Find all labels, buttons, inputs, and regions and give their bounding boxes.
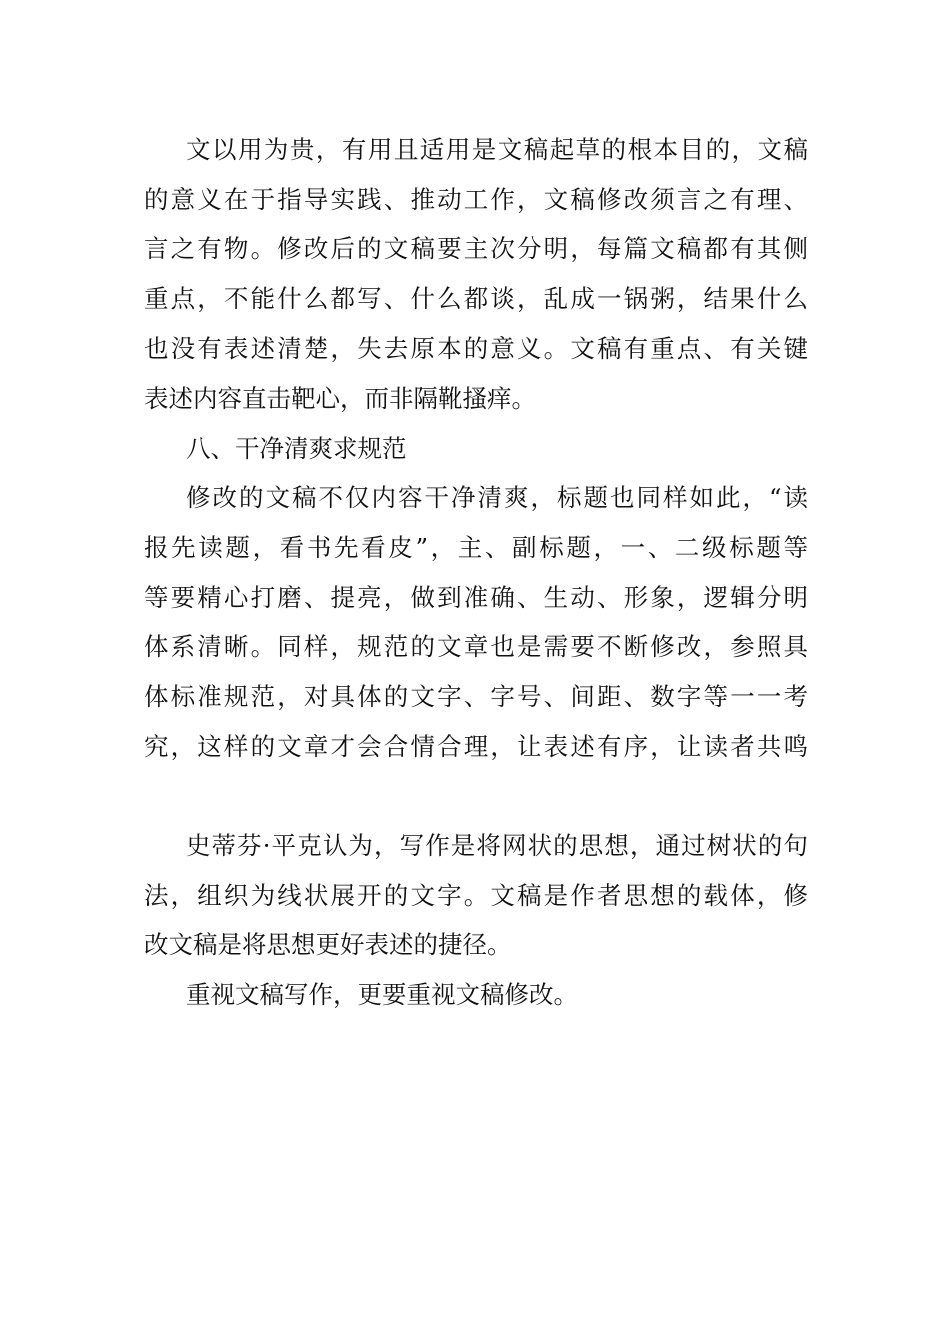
paragraph-2-line-4: 体系清晰。同样，规范的文章也是需要不断修改，参照具	[144, 632, 808, 661]
paragraph-1-line-1: 文以用为贵，有用且适用是文稿起草的根本目的，文稿	[186, 135, 808, 164]
paragraph-2-line-5: 体标准规范，对具体的文字、字号、间距、数字等一一考	[144, 682, 808, 711]
paragraph-1-line-4: 重点，不能什么都写、什么都谈，乱成一锅粥，结果什么	[144, 284, 808, 313]
paragraph-2-line-2: 报先读题，看书先看皮”，主、副标题，一、二级标题等	[144, 533, 808, 562]
paragraph-2-line-3: 等要精心打磨、提亮，做到准确、生动、形象，逻辑分明	[144, 583, 808, 612]
paragraph-1-line-6: 表述内容直击靶心，而非隔靴搔痒。	[144, 384, 536, 413]
paragraph-3-line-3: 改文稿是将思想更好表述的捷径。	[144, 930, 512, 959]
paragraph-3-line-1: 史蒂芬·平克认为，写作是将网状的思想，通过树状的句	[186, 831, 808, 860]
paragraph-1-line-3: 言之有物。修改后的文稿要主次分明，每篇文稿都有其侧	[144, 234, 808, 263]
closing-paragraph: 重视文稿写作，更要重视文稿修改。	[186, 980, 578, 1009]
paragraph-1-line-2: 的意义在于指导实践、推动工作，文稿修改须言之有理、	[144, 185, 808, 214]
paragraph-2-line-1: 修改的文稿不仅内容干净清爽，标题也同样如此，“读	[186, 483, 808, 512]
paragraph-2-line-6: 究，这样的文章才会合情合理，让表述有序，让读者共鸣	[144, 732, 808, 761]
paragraph-1-line-5: 也没有表述清楚，失去原本的意义。文稿有重点、有关键	[144, 334, 808, 363]
paragraph-3-line-2: 法，组织为线状展开的文字。文稿是作者思想的载体，修	[144, 881, 808, 910]
section-heading: 八、干净清爽求规范	[186, 434, 407, 463]
